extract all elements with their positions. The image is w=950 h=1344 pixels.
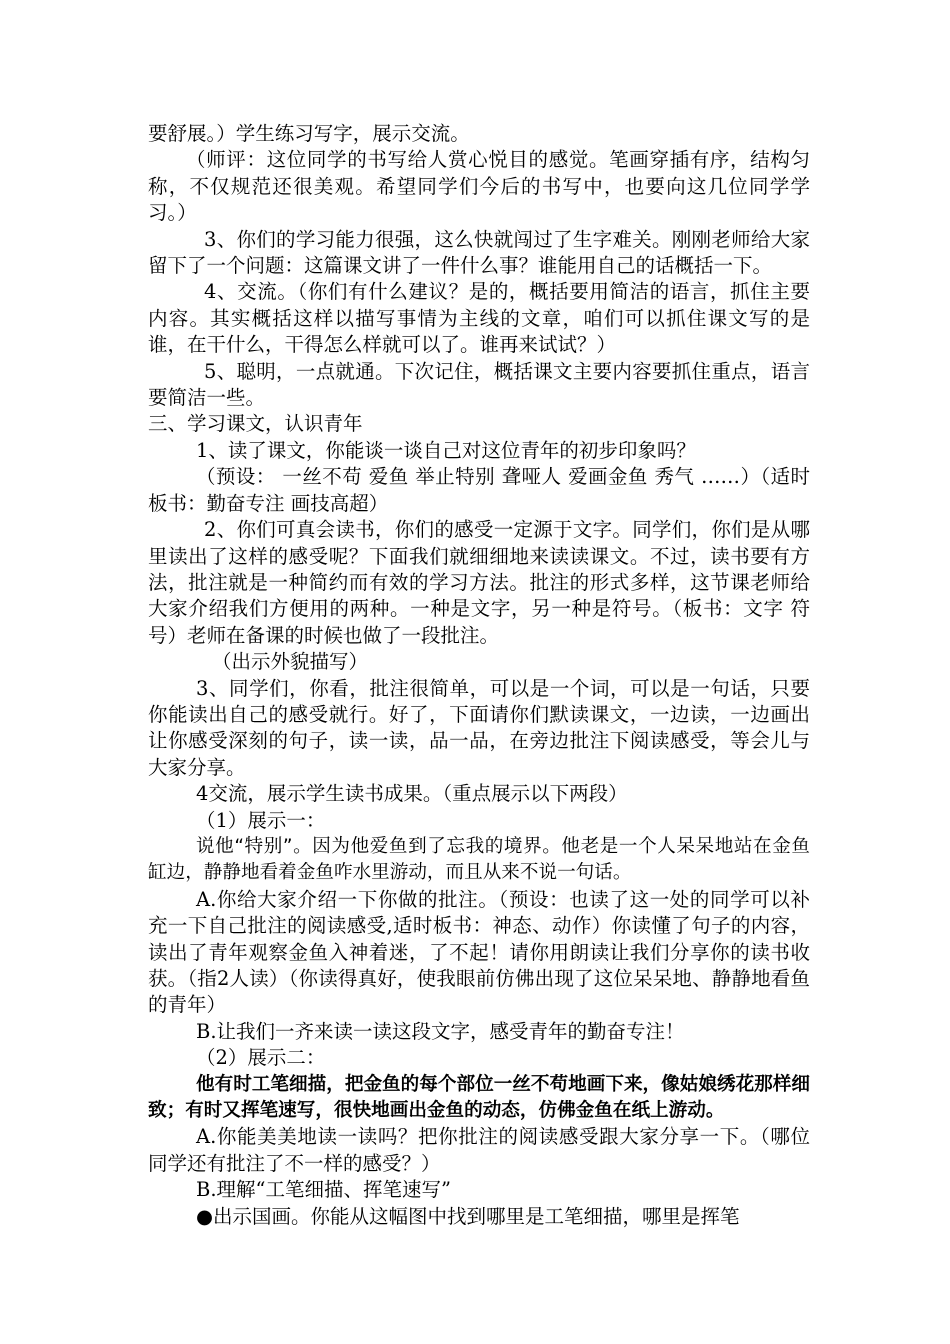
paragraph-show-1-b: B.让我们一齐来读一读这段文字，感受青年的勤奋专注！	[196, 1019, 685, 1043]
paragraph-show-1-quote: 说他“特别”。因为他爱鱼到了忘我的境界。他老是一个人呆呆地站在金鱼缸边，静静地看着金鱼咋水里游动，而且从来不说一句话。	[148, 835, 810, 884]
paragraph-show-2-heading: （2）展示二：	[196, 1046, 326, 1070]
paragraph-teacher-comment: （师评：这位同学的书写给人赏心悦目的感觉。笔画穿插有序，结构匀称，不仅规范还很美观。希望同学们今后的书写中，也要向这几位同学学习。）	[148, 148, 810, 225]
paragraph-question-3: 3、同学们，你看，批注很简单，可以是一个词，可以是一句话，只要你能读出自己的感受就行。好了，下面请你们默读课文，一边读，一边画出让你感受深刻的句子，读一读，品一品，在旁边批注下阅读感受，等会儿与大家分享。	[148, 676, 810, 779]
paragraph-question-1: 1、读了课文，你能谈一谈自己对这位青年的初步印象吗？	[196, 438, 696, 462]
paragraph-show-2-b: B.理解“工笔细描、挥笔速写”	[196, 1178, 451, 1202]
paragraph-show-appearance: （出示外貌描写）	[212, 650, 369, 674]
paragraph-show-2-quote: 他有时工笔细描，把金鱼的每个部位一丝不苟地画下来，像姑娘绣花那样细致；有时又挥笔速写，很快地画出金鱼的动态，仿佛金鱼在纸上游动。	[148, 1073, 810, 1122]
paragraph-step-4: 4、交流。（你们有什么建议？是的，概括要用简洁的语言，抓住主要内容。其实概括这样以描写事情为主线的文章，咱们可以抓住课文写的是谁，在干什么，干得怎么样就可以了。谁再来试试？）	[148, 280, 810, 357]
paragraph-1: 要舒展。）学生练习写字，展示交流。	[148, 122, 470, 145]
paragraph-show-1-heading: （1）展示一：	[196, 808, 326, 832]
paragraph-preset: （预设： 一丝不苟 爱鱼 举止特别 聋哑人 爱画金鱼 秀气 ……）（适时板书：勤奋专注 画技高超）	[148, 465, 810, 515]
document-body	[148, 121, 810, 1230]
paragraph-show-2-a: A.你能美美地读一读吗？把你批注的阅读感受跟大家分享一下。（哪位同学还有批注了不一样的感受？）	[148, 1125, 810, 1175]
paragraph-step-3: 3、你们的学习能力很强，这么快就闯过了生字难关。刚刚老师给大家留下了一个问题：这篇课文讲了一件什么事？谁能用自己的话概括一下。	[148, 227, 810, 278]
paragraph-step-5: 5、聪明，一点就通。下次记住，概括课文主要内容要抓住重点，语言要简洁一些。	[148, 359, 810, 410]
paragraph-exchange-4: 4交流，展示学生读书成果。（重点展示以下两段）	[196, 782, 628, 806]
paragraph-show-1-a: A.你给大家介绍一下你做的批注。（预设：也读了这一处的同学可以补充一下自己批注的阅读感受,适时板书：神态、动作）你读懂了句子的内容，读出了青年观察金鱼入神着迷，了不起！请你用朗读让我们分享你的读书收获。（指2人读）（你读得真好，使我眼前仿佛出现了这位呆呆地、静静地看鱼的青年）	[148, 887, 810, 1017]
paragraph-show-painting: ●出示国画。你能从这幅图中找到哪里是工笔细描，哪里是挥笔	[196, 1204, 740, 1228]
section-heading-3: 三、学习课文，认识青年	[148, 412, 363, 436]
paragraph-question-2: 2、你们可真会读书，你们的感受一定源于文字。同学们，你们是从哪里读出了这样的感受呢？下面我们就细细地来读读课文。不过，读书要有方法，批注就是一种简约而有效的学习方法。批注的形式多样，这节课老师给大家介绍我们方便用的两种。一种是文字，另一种是符号。（板书：文字 符号）老师在备课的时候也做了一段批注。	[148, 518, 810, 647]
